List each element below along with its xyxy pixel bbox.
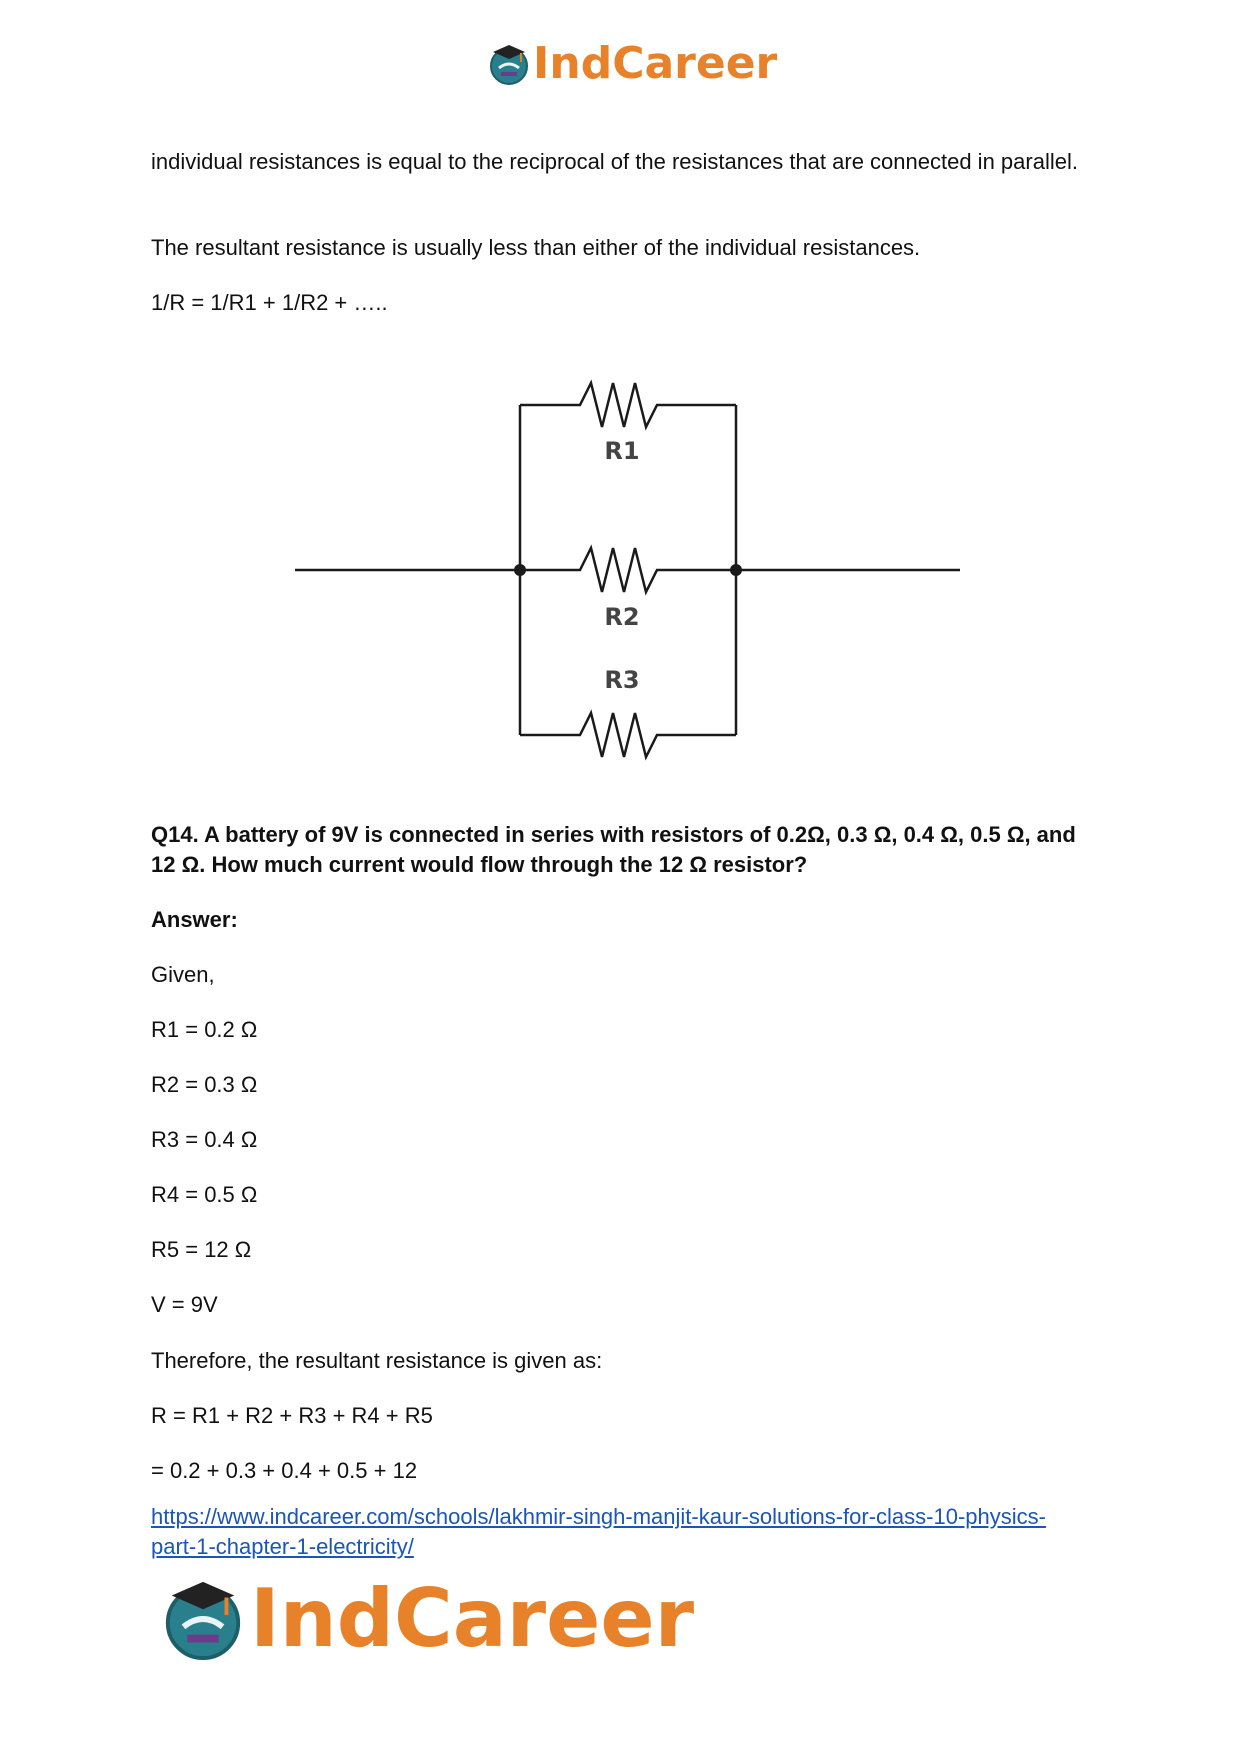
value-r5: R5 = 12 Ω xyxy=(151,1237,252,1262)
junction-node-left xyxy=(514,564,526,576)
formula-parallel: 1/R = 1/R1 + 1/R2 + ….. xyxy=(151,290,388,315)
paragraph-reciprocal: individual resistances is equal to the reciprocal of the resistances that are connected in parallel. xyxy=(151,149,1078,174)
logo-text: IndCareer xyxy=(250,1572,695,1665)
graduation-globe-icon xyxy=(487,42,531,86)
sum-values: = 0.2 + 0.3 + 0.4 + 0.5 + 12 xyxy=(151,1458,418,1483)
logo-text: IndCareer xyxy=(533,38,778,89)
label-r1: R1 xyxy=(604,437,640,465)
value-r2: R2 = 0.3 Ω xyxy=(151,1072,258,1097)
resistor-r2 xyxy=(520,548,736,592)
value-r1: R1 = 0.2 Ω xyxy=(151,1017,258,1042)
question-q14: Q14. A battery of 9V is connected in series with resistors of 0.2Ω, 0.3 Ω, 0.4 Ω, 0.5 Ω, and 12 Ω. How much current would flow through the 12 Ω resistor? xyxy=(151,822,1076,877)
given-label: Given, xyxy=(151,962,215,987)
therefore-text: Therefore, the resultant resistance is given as: xyxy=(151,1348,603,1373)
paragraph-resultant: The resultant resistance is usually less than either of the individual resistances. xyxy=(151,235,921,260)
value-r4: R4 = 0.5 Ω xyxy=(151,1182,258,1207)
source-link[interactable]: https://www.indcareer.com/schools/lakhmir-singh-manjit-kaur-solutions-for-class-10-physics-part-1-chapter-1-electricity/ xyxy=(151,1504,1046,1559)
resistor-r1 xyxy=(520,383,736,427)
value-r3: R3 = 0.4 Ω xyxy=(151,1127,258,1152)
footer-link-container xyxy=(151,1502,1091,1562)
label-r2: R2 xyxy=(604,603,640,631)
footer-logo xyxy=(160,1572,695,1665)
parallel-circuit-diagram xyxy=(280,370,980,770)
graduation-globe-icon xyxy=(160,1576,246,1662)
junction-node-right xyxy=(730,564,742,576)
answer-label: Answer: xyxy=(151,907,238,932)
value-v: V = 9V xyxy=(151,1292,218,1317)
header-logo xyxy=(487,38,778,89)
label-r3: R3 xyxy=(604,666,640,694)
sum-formula: R = R1 + R2 + R3 + R4 + R5 xyxy=(151,1403,433,1428)
resistor-r3 xyxy=(520,713,736,757)
